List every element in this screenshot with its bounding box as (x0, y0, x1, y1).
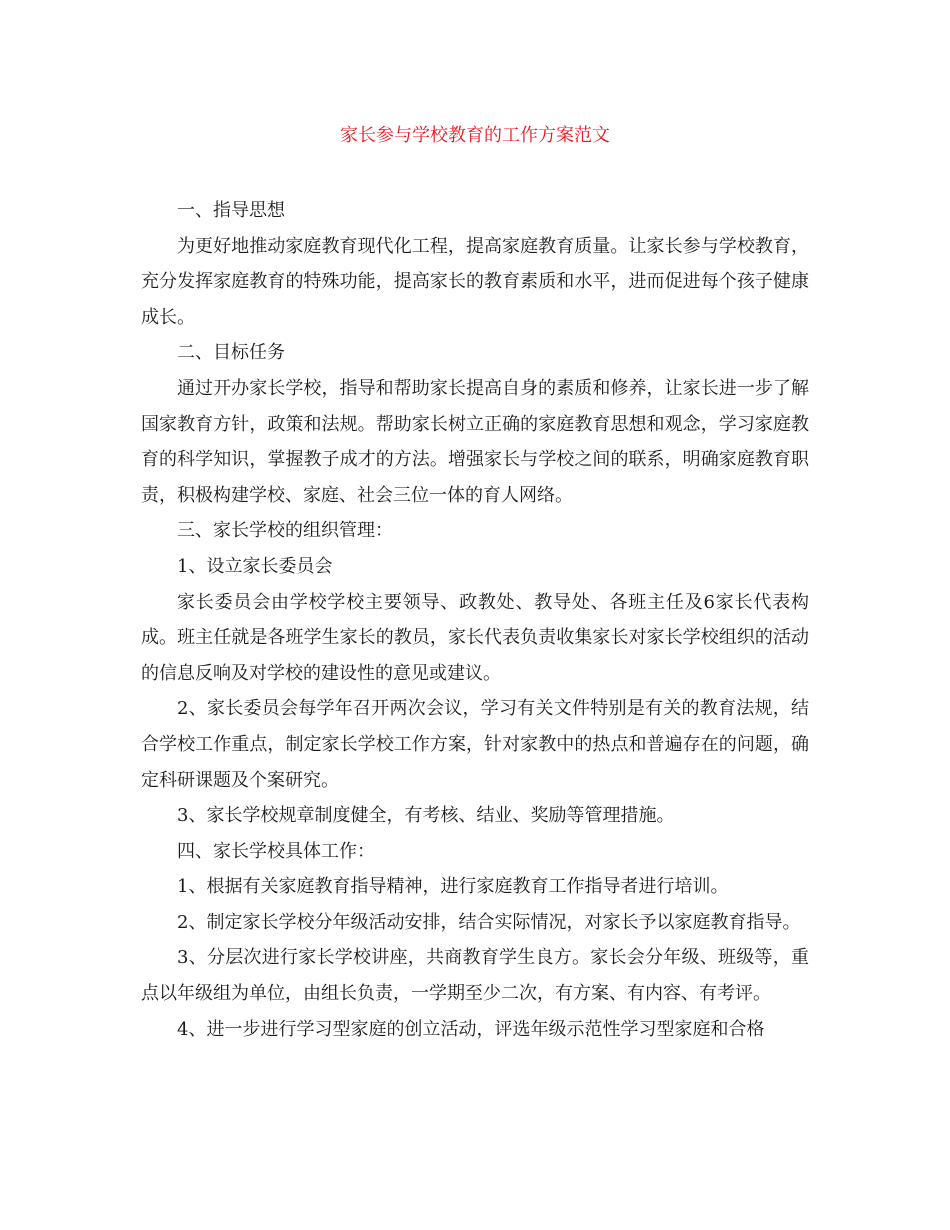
paragraph-training: 1、根据有关家庭教育指导精神，进行家庭教育工作指导者进行培训。 (177, 876, 729, 898)
paragraph-guiding-thought: 为更好地推动家庭教育现代化工程，提高家庭教育质量。让家长参与学校教育，充分发挥家庭教育的特殊功能，提高家长的教育素质和水平，进而促进每个孩子健康成长。 (141, 235, 809, 328)
section-heading-specific-work: 四、家长学校具体工作： (177, 840, 375, 862)
paragraph-grade-activities: 2、制定家长学校分年级活动安排，结合实际情况，对家长予以家庭教育指导。 (177, 911, 801, 933)
paragraph-rules: 3、家长学校规章制度健全，有考核、结业、奖励等管理措施。 (177, 805, 675, 827)
section-heading-goals: 二、目标任务 (177, 342, 285, 364)
subheading-parent-committee: 1、设立家长委员会 (177, 555, 333, 577)
paragraph-goals: 通过开办家长学校，指导和帮助家长提高自身的素质和修养，让家长进一步了解国家教育方针，政策和法规。帮助家长树立正确的家庭教育思想和观念，学习家庭教育的科学知识，掌握教子成才的方法。增强家长与学校之间的联系，明确家庭教育职责，积极构建学校、家庭、社会三位一体的育人网络。 (141, 377, 809, 506)
paragraph-lectures: 3、分层次进行家长学校讲座，共商教育学生良方。家长会分年级、班级等，重点以年级组为单位，由组长负责，一学期至少二次，有方案、有内容、有考评。 (141, 947, 809, 1005)
document-title: 家长参与学校教育的工作方案范文 (340, 125, 610, 146)
paragraph-learning-families: 4、进一步进行学习型家庭的创立活动，评选年级示范性学习型家庭和合格 (177, 1018, 765, 1040)
section-heading-guiding-thought: 一、指导思想 (177, 200, 285, 221)
document-body (141, 193, 809, 1047)
paragraph-parent-committee: 家长委员会由学校学校主要领导、政教处、教导处、各班主任及6家长代表构成。班主任就是各班学生家长的教员，家长代表负责收集家长对家长学校组织的活动的信息反响及对学校的建设性的意见或建议。 (141, 591, 809, 684)
paragraph-committee-meetings: 2、家长委员会每学年召开两次会议，学习有关文件特别是有关的教育法规，结合学校工作重点，制定家长学校工作方案，针对家教中的热点和普遍存在的问题，确定科研课题及个案研究。 (141, 698, 809, 791)
section-heading-organization: 三、家长学校的组织管理： (177, 520, 393, 542)
